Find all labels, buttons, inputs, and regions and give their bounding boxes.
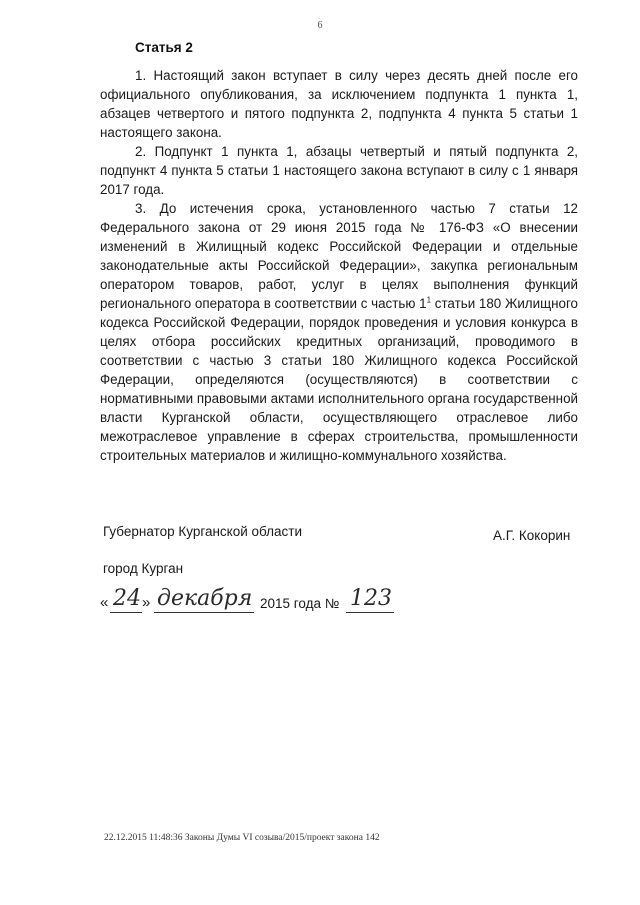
month-underline [154,612,254,613]
paragraph-1: 1. Настоящий закон вступает в силу через десять дней после его официального опубликования, за исключением подпункта 1 пункта 1, абзацев четвертого и пятого подпункта 2, подпункта 4 пункта 5 статьи 1 настоящего закона. [100,68,578,140]
number-underline [346,612,394,613]
city: город Курган [103,561,184,576]
date-month-handwritten: декабря [157,586,253,611]
paragraph-3 [100,199,578,465]
law-body [100,66,578,465]
footer-note: 22.12.2015 11:48:36 Законы Думы VI созыва/2015/проект закона 142 [104,833,380,843]
page-number: 6 [317,20,323,31]
date-line [100,588,520,620]
paragraph-3-part-2: статьи 180 Жилищного кодекса Российской Федерации, порядок проведения и условия конкурса в целях отбора российских кредитных организаций, проводимого в соответствии с частью 3 статьи 180 Жилищного кодекса Российской Федерации, определяются (осуществляются) в соответствии с нормативными правовыми актами исполнительного органа государственной власти Курганской области, осуществляющего отраслевое либо межотраслевое управление в сферах строительства, промышленности строительных материалов и жилищно-коммунального хозяйства. [100,296,578,463]
date-day-handwritten: 24 [113,586,141,611]
day-underline [110,612,142,613]
date-close-quote: » [142,594,151,611]
signatory-title: Губернатор Курганской области [103,524,303,539]
paragraph-2: 2. Подпункт 1 пункта 1, абзацы четвертый и пятый подпункта 2, подпункт 4 пункта 5 статьи 1 настоящего закона вступают в силу с 1 января 2017 года. [100,144,578,197]
article-title: Статья 2 [135,40,193,55]
date-year-text: 2015 года № [260,596,340,611]
date-open-quote: « [100,594,109,611]
signatory-name: А.Г. Кокорин [493,528,571,543]
law-number-handwritten: 123 [350,586,392,611]
paragraph-3-part-1: 3. До истечения срока, установленного частью 7 статьи 12 Федерального закона от 29 июня 2015 года № 176-ФЗ «О внесении изменений в Жилищный кодекс Российской Федерации и отдельные законодательные акты Российской Федерации», закупка региональным оператором товаров, работ, услуг в целях выполнения функций регионального оператора в соответствии с частью 1 [100,201,578,311]
superscript-1: 1 [426,295,432,305]
